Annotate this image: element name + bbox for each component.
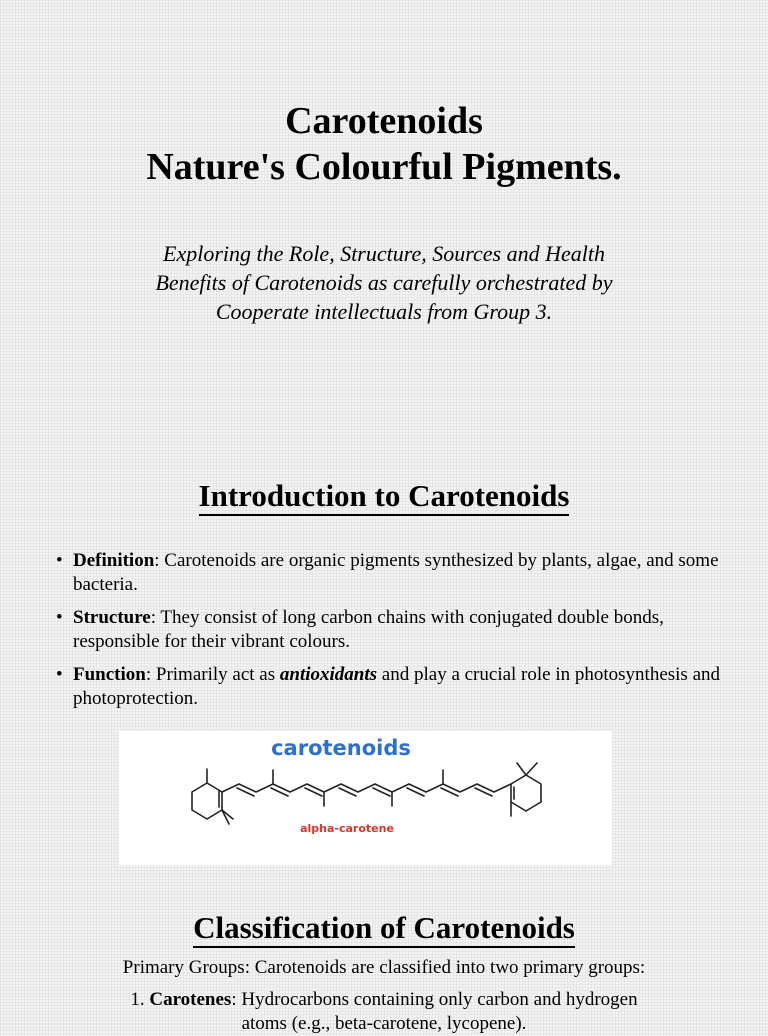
function-text-after: and play a crucial role in photosynthesis and photoprotection.: [73, 664, 721, 709]
alpha-carotene-figure: [119, 731, 612, 865]
subtitle-line-3: Cooperate intellectuals from Group 3.: [215, 299, 553, 324]
subtitle: [84, 239, 684, 326]
function-emphasis: antioxidants: [279, 664, 378, 685]
carotenes-label: Carotenes: [149, 989, 232, 1010]
subtitle-line-1: Exploring the Role, Structure, Sources and Health: [163, 241, 605, 266]
bullet-definition: [56, 549, 726, 597]
alpha-carotene-structure-diagram: [119, 731, 612, 865]
figure-caption: alpha-carotene: [300, 822, 394, 835]
item-number: 1.: [130, 989, 150, 1010]
classification-heading-text: Classification of Carotenoids: [193, 910, 575, 948]
page-title: Carotenoids: [285, 100, 483, 142]
structure-text: : They consist of long carbon chains with conjugated double bonds, responsible for their vibrant colours.: [73, 607, 664, 652]
classification-intro: Primary Groups: Carotenoids are classified into two primary groups:: [122, 957, 646, 978]
intro-heading-text: Introduction to Carotenoids: [199, 478, 570, 516]
carotenes-text-line-2: atoms (e.g., beta-carotene, lycopene).: [241, 1013, 527, 1034]
subtitle-line-2: Benefits of Carotenoids as carefully orchestrated by: [155, 270, 613, 295]
definition-label: Definition: [73, 550, 155, 571]
figure-title: carotenoids: [271, 736, 411, 760]
molecule-skeleton: [192, 763, 541, 824]
classification-item-carotenes: [0, 988, 768, 1036]
bullet-function: [56, 663, 726, 711]
intro-heading: [0, 476, 768, 516]
intro-bullet-list: [56, 549, 726, 720]
definition-text: : Carotenoids are organic pigments synthesized by plants, algae, and some bacteria.: [73, 550, 719, 595]
function-label: Function: [73, 664, 146, 685]
bullet-dot: •: [56, 550, 63, 571]
classification-heading: [0, 908, 768, 948]
bullet-structure: [56, 606, 726, 654]
function-text-before: : Primarily act as: [145, 664, 280, 685]
page-title-line-2: Nature's Colourful Pigments.: [146, 146, 622, 188]
bullet-dot: •: [56, 664, 63, 685]
bullet-dot: •: [56, 607, 63, 628]
carotenes-text-line-1: : Hydrocarbons containing only carbon and hydrogen: [231, 989, 638, 1010]
structure-label: Structure: [73, 607, 151, 628]
